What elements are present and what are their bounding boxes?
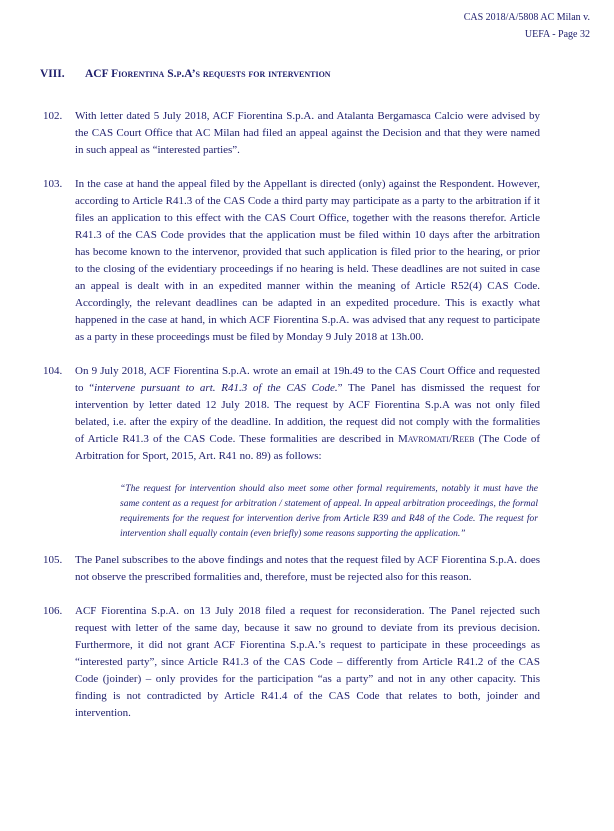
page-content (0, 66, 614, 739)
paragraph-103 (0, 176, 614, 346)
p104-segment-normal-1: On 9 July 2018, ACF Fiorentina S.p.A. wrote an email at 19h.49 to the CAS Court Office and requested to “ (75, 365, 540, 394)
section-numeral: VIII. (40, 68, 65, 80)
paragraph-number: 104. (43, 365, 63, 377)
paragraph-text: In the case at hand the appeal filed by the Appellant is directed (only) against the Respondent. However, according to Article R41.3 of the CAS Code a third party may participate as a party to the arbitration if it files an application to this effect with the CAS Court Office, together with the reasons therefor. Article R41.3 of the CAS Code provides that the application must be filed within 10 days after the arbitration has become known to the intervenor, provided that such application is filed prior to the hearing, or prior to the closing of the evidentiary proceedings if no hearing is held. These deadlines are not suited in case an appeal is dealt with in an expedited manner within the meaning of Article R52(4) CAS Code. Accordingly, the relevant deadlines can be adapted in an expedited procedure. This is exactly what happened in the case at hand, in which ACF Fiorentina S.p.A. was advised that any request to participate as a party in these proceedings must be filed by Monday 9 July 2018 at 13h.00. (75, 178, 540, 343)
header-page-line: UEFA - Page 32 (524, 29, 590, 40)
paragraph-number: 106. (43, 605, 63, 617)
paragraph-text (75, 363, 540, 465)
p104-segment-normal-2: ” The Panel has dismissed the request for intervention by letter dated 12 July 2018. The request by ACF Fiorentina S.p.A was not only filed belated, i.e. after the expiry of the deadline. In addition, the request did not comply with the formalities of Article R41.3 of the CAS Code. These formalities are described in (75, 382, 540, 445)
paragraph-number: 105. (43, 554, 63, 566)
paragraph-number: 103. (43, 178, 63, 190)
paragraph-106 (0, 603, 614, 722)
header-case-line: CAS 2018/A/5808 AC Milan v. (463, 12, 590, 23)
p104-segment-smallcaps-citation: Mavromati/Reeb (397, 433, 475, 445)
p104-segment-italic: intervene pursuant to art. R41.3 of the CAS Code. (94, 382, 338, 394)
p104-segment-normal-3: (The Code of Arbitration for Sport, 2015, Art. R41 no. 89) as follows: (75, 433, 540, 462)
paragraph-104 (0, 363, 614, 465)
paragraph-text: ACF Fiorentina S.p.A. on 13 July 2018 filed a request for reconsideration. The Panel rejected such request with letter of the same day, because it saw no ground to deviate from its previous decision. Furthermore, it did not grant ACF Fiorentina S.p.A.’s request to participate in these proceedings as “interested party”, since Article R41.3 of the CAS Code – differently from Article R41.2 of the CAS Code (joinder) – only provides for the participation “as a party” and not in any other capacity. This finding is not contradicted by Article R41.4 of the CAS Code that relates to both, joinder and intervention. (75, 605, 540, 719)
paragraph-105 (0, 552, 614, 586)
paragraph-102 (0, 108, 614, 159)
paragraph-number: 102. (43, 110, 63, 122)
section-heading (40, 66, 614, 83)
page-header (464, 9, 590, 43)
blockquote-citation: “The request for intervention should also meet some other formal requirements, notably it must have the same content as a request for arbitration / statement of appeal. In appeal arbitration proceedings, the formal requirements for the request for intervention derive from Article R39 and R48 of the Code. The request for intervention shall equally contain (even briefly) some reasons supporting the application.” (120, 484, 538, 539)
paragraph-text: The Panel subscribes to the above findings and notes that the request filed by ACF Fiorentina S.p.A. does not observe the prescribed formalities and, therefore, must be rejected also for this reason. (75, 554, 540, 583)
section-title: ACF Fiorentina S.p.A’s requests for intervention (85, 68, 331, 80)
paragraph-text: With letter dated 5 July 2018, ACF Fiorentina S.p.A. and Atalanta Bergamasca Calcio were advised by the CAS Court Office that AC Milan had filed an appeal against the Decision and that they were named in such appeal as “interested parties”. (75, 110, 540, 156)
